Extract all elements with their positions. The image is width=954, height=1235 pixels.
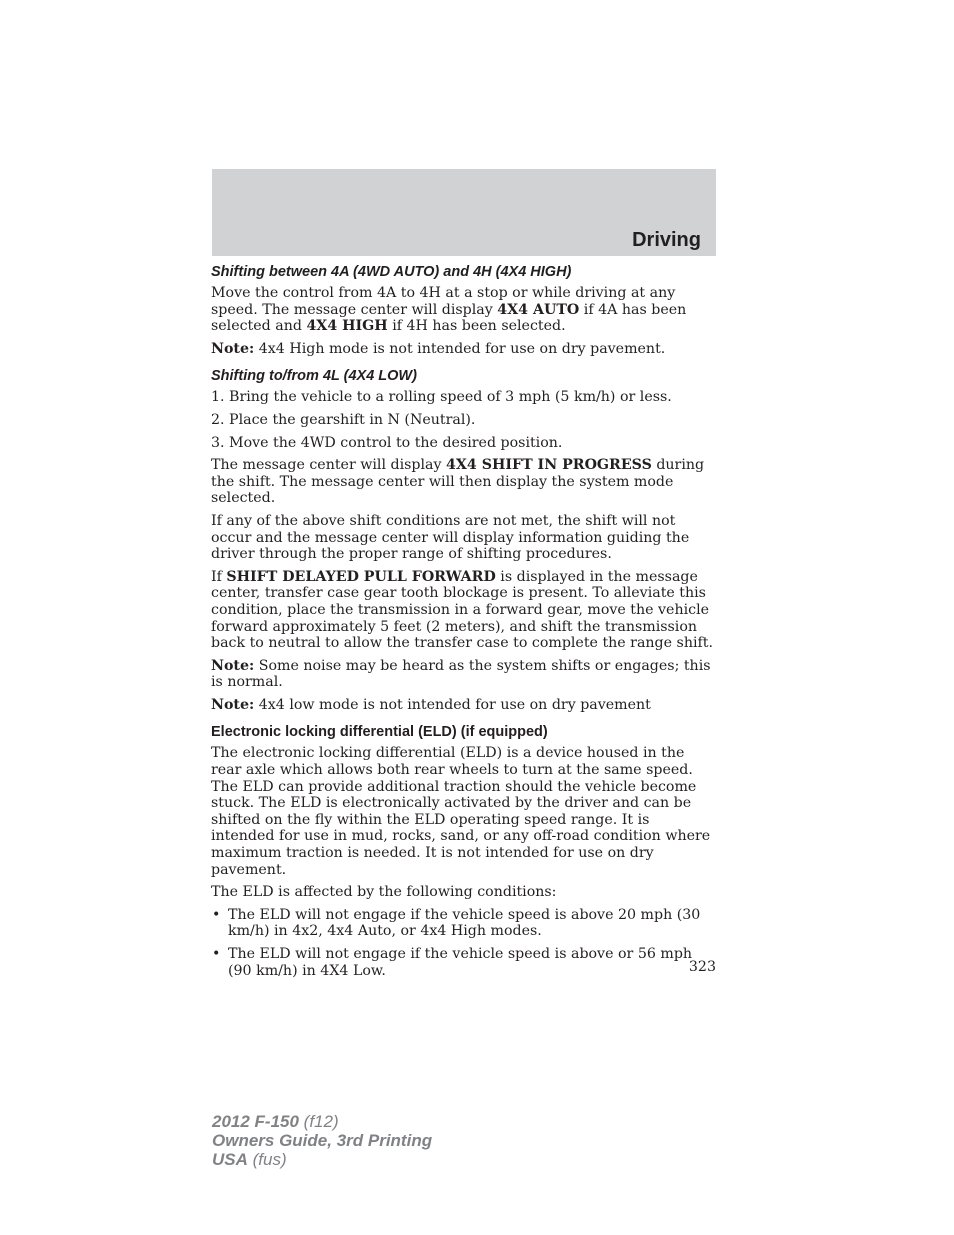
note-4x4-low — [211, 697, 717, 714]
note-text: Some noise may be heard as the system shifts or engages; this is normal. — [211, 657, 711, 691]
bullet-icon: • — [212, 946, 221, 962]
step-3: 3. Move the 4WD control to the desired position. — [211, 434, 563, 451]
text: The message center will display — [211, 457, 447, 474]
eld-conditions-list — [211, 907, 717, 979]
note-text: 4x4 High mode is not intended for use on dry pavement. — [254, 340, 666, 357]
paragraph-shift-conditions: If any of the above shift conditions are not met, the shift will not occur and the message center will display information guiding the driver through the proper range of shifting procedures. — [211, 512, 690, 563]
text: 2012 F-150 — [212, 1112, 299, 1131]
note-label: Note: — [211, 657, 255, 674]
text: if 4H has been selected. — [387, 318, 566, 335]
paragraph-eld-description: The electronic locking differential (ELD) is a device housed in the rear axle which allows both rear wheels to turn at the same speed. The ELD can provide additional traction should the vehicle become stuck. The ELD is electronically activated by the driver and can be shifted on the fly within the ELD operating speed range. It is intended for use in mud, rocks, sand, or any off-road condition where maximum traction is needed. It is not intended for use on dry pavement. — [211, 745, 711, 878]
text: during the shift. The message center will then display the system mode selected. — [211, 457, 705, 507]
footer — [212, 1112, 432, 1169]
section-title: Driving — [632, 229, 701, 251]
display-4x4-high: 4X4 HIGH — [306, 318, 388, 335]
note-noise — [211, 658, 717, 691]
footer-line-2: Owners Guide, 3rd Printing — [212, 1131, 433, 1150]
text: (fus) — [247, 1150, 287, 1169]
footer-line-3 — [212, 1150, 432, 1169]
step-2: 2. Place the gearshift in N (Neutral). — [211, 411, 476, 428]
step-1: 1. Bring the vehicle to a rolling speed of 3 mph (5 km/h) or less. — [211, 389, 672, 406]
text: USA — [212, 1150, 248, 1169]
bullet-icon: • — [212, 906, 221, 923]
display-shift-delayed: SHIFT DELAYED PULL FORWARD — [226, 568, 496, 585]
text: (f12) — [298, 1112, 339, 1131]
list-item — [211, 907, 717, 940]
note-4x4-high — [211, 341, 717, 358]
note-text: 4x4 low mode is not intended for use on dry pavement — [254, 696, 651, 713]
heading-eld: Electronic locking differential (ELD) (if equipped) — [211, 724, 548, 741]
text: Move the control from 4A to 4H at a stop or while driving at any speed. The message center will display — [211, 285, 676, 318]
heading-4a-to-4h: Shifting between 4A (4WD AUTO) and 4H (4X4 HIGH) — [211, 264, 572, 280]
note-label: Note: — [211, 340, 255, 357]
paragraph-eld-conditions: The ELD is affected by the following conditions: — [211, 884, 557, 901]
page-number: 323 — [688, 959, 716, 975]
page-content — [211, 263, 717, 985]
list-item-text: The ELD will not engage if the vehicle speed is above or 56 mph (90 km/h) in 4X4 Low. — [228, 946, 693, 979]
paragraph-shift-in-progress — [211, 457, 717, 507]
text: is displayed in the message center, transfer case gear tooth blockage is present. To alleviate this condition, place the transmission in a forward gear, move the vehicle forward approximately 5 feet (2 meters), and shift the transmission back to neutral to allow the transfer case to complete the range shift. — [211, 568, 713, 652]
heading-4l: Shifting to/from 4L (4X4 LOW) — [211, 368, 417, 385]
list-item-text: The ELD will not engage if the vehicle speed is above 20 mph (30 km/h) in 4x2, 4x4 Auto, or 4x4 High modes. — [228, 906, 701, 940]
paragraph-4a-to-4h — [211, 285, 717, 335]
text: if 4A has been selected and — [211, 301, 687, 335]
display-shift-in-progress: 4X4 SHIFT IN PROGRESS — [446, 457, 652, 474]
section-header-band — [212, 169, 716, 256]
display-4x4-auto: 4X4 AUTO — [497, 301, 580, 318]
footer-line-1 — [212, 1112, 432, 1131]
text: If — [211, 568, 227, 585]
paragraph-shift-delayed — [211, 569, 717, 652]
note-label: Note: — [211, 696, 255, 713]
list-item — [211, 946, 717, 979]
